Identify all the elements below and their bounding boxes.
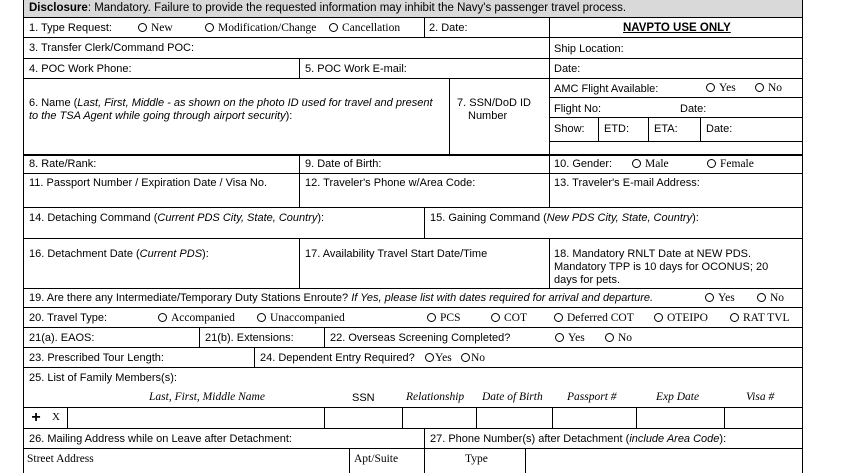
radio-screening-yes[interactable] [555, 332, 585, 345]
amc-no-label: No [768, 82, 783, 94]
mailing-address-label: 26. Mailing Address while on Leave after Detachment: [29, 433, 292, 445]
rnlt-field[interactable] [549, 239, 802, 288]
name-label [29, 97, 439, 123]
name-label-suffix: ): [285, 110, 293, 122]
detachment-prefix: 16. Detachment Date ( [29, 248, 140, 260]
radio-rat-tvl[interactable] [730, 312, 790, 325]
tour-length-label: 23. Prescribed Tour Length: [29, 352, 164, 364]
traveler-email-field[interactable] [549, 174, 802, 207]
radio-unaccompanied[interactable] [257, 312, 345, 325]
date-field[interactable] [424, 18, 549, 37]
radio-circle-icon [427, 313, 436, 322]
detachment-date-label [29, 248, 209, 261]
remove-member-button[interactable]: X [52, 411, 60, 423]
radio-circle-icon [730, 313, 739, 322]
disclosure-label: Disclosure [29, 2, 88, 14]
radio-circle-icon [491, 313, 500, 322]
radio-new[interactable] [138, 22, 173, 35]
amc-yes-label: Yes [719, 82, 736, 94]
row-passport [24, 174, 802, 208]
name-field[interactable] [24, 79, 449, 154]
travel-request-form [23, 0, 803, 473]
flight-no-label[interactable]: Flight No: [554, 103, 602, 115]
row-tour [24, 348, 802, 368]
ssn-dod-label-number: Number [468, 110, 508, 122]
female-label: Female [720, 158, 754, 170]
enroute-italic: If Yes, please list with dates required for arrival and departure. [351, 292, 654, 304]
row-poc [24, 59, 802, 79]
row-mailing [24, 429, 802, 473]
radio-enroute-yes[interactable] [705, 292, 735, 305]
radio-cot[interactable] [491, 312, 527, 325]
screening-yes-label: Yes [568, 332, 585, 344]
add-member-button[interactable]: + [31, 409, 41, 426]
phone-prefix: 27. Phone Number(s) after Detachment ( [430, 433, 630, 445]
ship-location-field[interactable] [549, 38, 802, 58]
transfer-clerk-field[interactable] [24, 38, 549, 58]
traveler-email-label: 13. Traveler's E-mail Address: [554, 177, 700, 189]
phone-after-detachment-field[interactable] [424, 429, 802, 473]
disclosure-banner [24, 0, 802, 18]
row-name [24, 79, 802, 156]
male-label: Male [645, 158, 669, 170]
radio-oteipo[interactable] [654, 312, 708, 325]
dob-label: 9. Date of Birth: [305, 158, 382, 170]
extensions-field[interactable] [199, 328, 324, 347]
pcs-label: PCS [440, 312, 461, 324]
radio-circle-icon [461, 353, 470, 362]
phone-type-label: Type [465, 453, 488, 465]
name-label-prefix: 6. Name ( [29, 97, 78, 109]
eta-label[interactable]: ETA: [654, 123, 678, 135]
dependent-entry-field [254, 348, 802, 367]
poc-work-email-field[interactable] [299, 59, 549, 78]
date-label: 2. Date: [429, 22, 468, 34]
rate-rank-label: 8. Rate/Rank: [29, 158, 97, 170]
radio-circle-icon [757, 293, 766, 302]
navpto-date-field[interactable] [549, 59, 802, 78]
dob-field[interactable] [299, 156, 549, 173]
gaining-command-label [430, 212, 699, 225]
rate-rank-field[interactable] [24, 156, 299, 173]
detaching-command-label [29, 212, 324, 225]
phone-after-detachment-label [430, 433, 726, 446]
radio-deferred-cot[interactable] [554, 312, 634, 325]
eaos-field[interactable] [24, 328, 199, 347]
col-ssn: SSN [352, 392, 375, 404]
col-exp-date: Exp Date [656, 391, 700, 403]
radio-circle-icon [555, 333, 564, 342]
radio-circle-icon [205, 23, 214, 32]
passport-label: 11. Passport Number / Expiration Date / Visa No. [29, 177, 268, 189]
oteipo-label: OTEIPO [667, 312, 708, 324]
row-commands [24, 208, 802, 239]
ssn-dod-field[interactable] [449, 79, 549, 154]
disclosure-text: : Mandatory. Failure to provide the requested information may inhibit the Navy's passenger travel process. [87, 2, 627, 14]
show-label[interactable]: Show: [554, 123, 585, 135]
type-request-label: 1. Type Request: [29, 22, 112, 34]
unaccompanied-label: Unaccompanied [270, 312, 345, 324]
navpto-flight-block [549, 79, 802, 154]
radio-circle-icon [257, 313, 266, 322]
gaining-italic: New PDS City, State, Country [546, 212, 693, 224]
accompanied-label: Accompanied [171, 312, 235, 324]
dependent-no-label: No [471, 352, 486, 364]
enroute-yes-label: Yes [718, 292, 735, 304]
flight-date-label[interactable]: Date: [680, 103, 707, 115]
phone-italic: include Area Code [629, 433, 720, 445]
enroute-label-text: 19. Are there any Intermediate/Temporary Duty Stations Enroute? [29, 292, 349, 304]
detaching-prefix: 14. Detaching Command ( [29, 212, 158, 224]
radio-dependent-yes[interactable] [425, 352, 452, 365]
col-dob: Date of Birth [482, 391, 543, 403]
enroute-no-label: No [770, 292, 785, 304]
gaining-command-field[interactable] [424, 208, 802, 238]
radio-circle-icon [705, 293, 714, 302]
row-travel-type [24, 308, 802, 328]
radio-circle-icon [654, 313, 663, 322]
show-date-label[interactable]: Date: [706, 123, 733, 135]
availability-label: 17. Availability Travel Start Date/Time [305, 248, 488, 260]
availability-field[interactable] [299, 239, 549, 288]
radio-screening-no[interactable] [605, 332, 632, 345]
navpto-title-cell [549, 18, 802, 37]
radio-modification[interactable] [205, 22, 316, 35]
row-transfer-clerk [24, 38, 802, 59]
radio-circle-icon [554, 313, 563, 322]
navpto-date-label: Date: [554, 63, 581, 75]
amc-flight-label: AMC Flight Available: [554, 83, 659, 95]
detaching-italic: Current PDS City, State, Country [157, 212, 318, 224]
col-relationship: Relationship [406, 391, 465, 403]
radio-cancellation[interactable] [329, 22, 400, 35]
col-name: Last, First, Middle Name [149, 391, 265, 403]
ship-location-label: Ship Location: [554, 43, 624, 55]
radio-circle-icon [425, 353, 434, 362]
navpto-title: NAVPTO USE ONLY [623, 22, 731, 34]
detaching-command-field[interactable] [24, 208, 424, 238]
radio-circle-icon [329, 23, 338, 32]
family-members-label: 25. List of Family Members(s): [29, 372, 177, 384]
radio-new-label: New [151, 22, 173, 34]
radio-circle-icon [755, 83, 764, 92]
row-type-request [24, 18, 802, 38]
detachment-date-field[interactable] [24, 239, 299, 288]
radio-enroute-no[interactable] [757, 292, 784, 305]
radio-modification-label: Modification/Change [218, 22, 317, 34]
overseas-screening-label: 22. Overseas Screening Completed? [330, 332, 511, 344]
row-rate [24, 156, 802, 174]
row-dates [24, 239, 802, 289]
overseas-screening-field [324, 328, 802, 347]
radio-circle-icon [158, 313, 167, 322]
ssn-dod-label: 7. SSN/DoD ID [457, 97, 531, 109]
radio-circle-icon [605, 333, 614, 342]
radio-amc-no[interactable] [755, 82, 782, 95]
deferred-cot-label: Deferred COT [567, 312, 634, 324]
detaching-suffix: ): [317, 212, 325, 224]
passport-field[interactable] [24, 174, 299, 207]
detachment-suffix: ): [202, 248, 209, 260]
radio-cancellation-label: Cancellation [342, 22, 401, 34]
cot-label: COT [504, 312, 527, 324]
dependent-entry-label: 24. Dependent Entry Required? [260, 352, 415, 364]
etd-label[interactable]: ETD: [604, 123, 630, 135]
radio-dependent-no[interactable] [461, 352, 485, 365]
radio-amc-yes[interactable] [706, 82, 736, 95]
tour-length-field[interactable] [24, 348, 254, 367]
row-enroute [24, 289, 802, 308]
traveler-phone-label: 12. Traveler's Phone w/Area Code: [305, 177, 476, 189]
gaining-prefix: 15. Gaining Command ( [430, 212, 547, 224]
gender-label: 10. Gender: [554, 158, 613, 170]
radio-female[interactable] [707, 158, 754, 171]
rat-tvl-label: RAT TVL [743, 312, 790, 324]
eaos-label: 21(a). EAOS: [29, 332, 95, 344]
street-address-label: Street Address [27, 453, 94, 465]
phone-suffix: ): [719, 433, 727, 445]
col-passport: Passport # [567, 391, 617, 403]
screening-no-label: No [618, 332, 633, 344]
radio-accompanied[interactable] [158, 312, 235, 325]
radio-male[interactable] [632, 158, 669, 171]
dependent-yes-label: Yes [435, 352, 452, 364]
radio-pcs[interactable] [427, 312, 460, 325]
col-visa: Visa # [746, 391, 775, 403]
apt-suite-label: Apt/Suite [354, 453, 399, 465]
traveler-phone-field[interactable] [299, 174, 549, 207]
radio-circle-icon [632, 159, 641, 168]
poc-work-phone-field[interactable] [24, 59, 299, 78]
name-label-italic: Last, First, Middle - as shown on the photo ID used for travel and present to the TSA Agent while going through airport security [29, 97, 433, 122]
enroute-label [29, 292, 653, 305]
rnlt-label: 18. Mandatory RNLT Date at NEW PDS. Mandatory TPP is 10 days for OCONUS; 20 days for pets. [554, 248, 769, 286]
family-members-section [24, 368, 802, 429]
transfer-clerk-label: 3. Transfer Clerk/Command POC: [29, 42, 195, 54]
radio-circle-icon [707, 159, 716, 168]
travel-type-label: 20. Travel Type: [29, 312, 108, 324]
gender-field [549, 156, 802, 173]
radio-circle-icon [138, 23, 147, 32]
poc-work-email-label: 5. POC Work E-mail: [305, 63, 407, 75]
extensions-label: 21(b). Extensions: [205, 332, 294, 344]
gaining-suffix: ): [692, 212, 699, 224]
radio-circle-icon [706, 83, 715, 92]
poc-work-phone-label: 4. POC Work Phone: [29, 63, 132, 75]
detachment-italic: Current PDS [139, 248, 203, 260]
row-eaos [24, 328, 802, 348]
mailing-address-field[interactable] [24, 429, 424, 473]
